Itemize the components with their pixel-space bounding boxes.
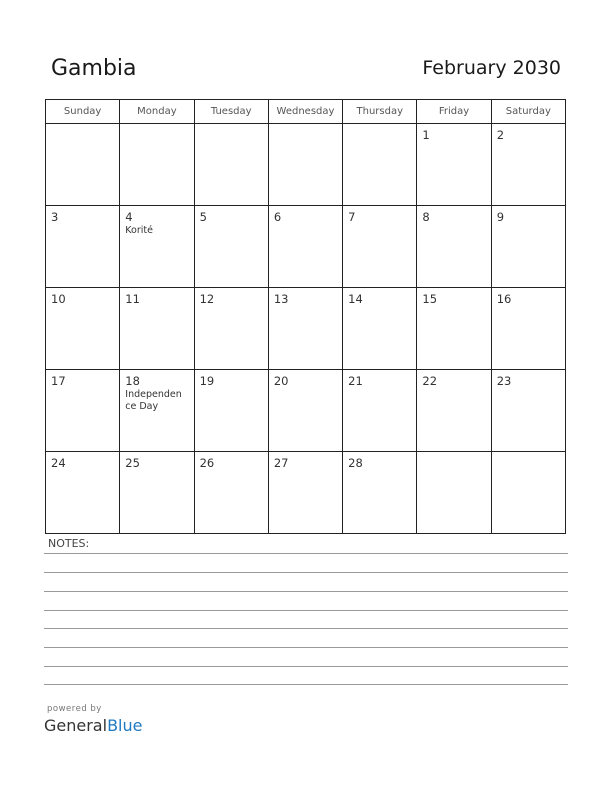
day-number: 23 xyxy=(496,374,512,388)
day-number: 12 xyxy=(199,292,215,306)
day-cell xyxy=(46,452,120,534)
day-cell xyxy=(268,452,342,534)
weekday-header: Sunday xyxy=(46,100,120,124)
day-cell xyxy=(343,370,417,452)
day-number: 3 xyxy=(51,210,59,224)
country-title: Gambia xyxy=(51,56,137,81)
day-cell xyxy=(343,452,417,534)
day-cell xyxy=(417,124,491,206)
day-cell xyxy=(194,370,268,452)
day-number: 8 xyxy=(422,210,430,224)
day-cell xyxy=(417,452,491,534)
day-cell xyxy=(268,124,342,206)
weekday-header: Thursday xyxy=(343,100,417,124)
day-number: 18 xyxy=(125,374,140,388)
day-cell xyxy=(343,288,417,370)
day-number: 6 xyxy=(273,210,282,224)
weekday-header: Monday xyxy=(120,100,194,124)
note-line xyxy=(44,591,568,592)
day-number: 25 xyxy=(125,456,140,470)
day-cell xyxy=(120,124,194,206)
week-row xyxy=(46,370,566,452)
day-number: 11 xyxy=(125,292,140,306)
day-number: 15 xyxy=(422,292,438,306)
month-title: February 2030 xyxy=(422,57,561,79)
day-number: 7 xyxy=(348,210,356,224)
holiday-label: Independen ce Day xyxy=(125,389,182,412)
day-cell xyxy=(491,206,565,288)
note-line xyxy=(44,647,568,648)
weekday-header: Friday xyxy=(417,100,491,124)
day-cell xyxy=(417,370,491,452)
day-cell xyxy=(46,370,120,452)
day-number: 2 xyxy=(496,128,505,142)
day-cell xyxy=(491,124,565,206)
week-row xyxy=(46,206,566,288)
day-cell xyxy=(491,288,565,370)
day-cell xyxy=(194,452,268,534)
week-row xyxy=(46,288,566,370)
notes-label: NOTES: xyxy=(48,537,90,550)
day-cell xyxy=(120,206,194,288)
day-cell xyxy=(194,288,268,370)
day-cell xyxy=(343,206,417,288)
week-row xyxy=(46,452,566,534)
note-line xyxy=(44,666,568,667)
weekday-header: Saturday xyxy=(491,100,565,124)
day-number: 13 xyxy=(273,292,289,306)
calendar-grid xyxy=(45,99,566,534)
day-cell xyxy=(120,370,194,452)
note-line xyxy=(44,628,568,629)
day-cell xyxy=(491,452,565,534)
day-number: 21 xyxy=(348,374,363,388)
day-number: 10 xyxy=(51,292,66,306)
note-line xyxy=(44,610,568,611)
day-cell xyxy=(268,206,342,288)
day-number: 20 xyxy=(273,374,289,388)
day-cell xyxy=(120,288,194,370)
day-cell xyxy=(268,288,342,370)
day-cell xyxy=(46,206,120,288)
brand-logo xyxy=(44,716,142,735)
day-number: 27 xyxy=(273,456,289,470)
day-cell xyxy=(194,124,268,206)
day-number: 19 xyxy=(199,374,215,388)
day-number: 5 xyxy=(199,210,207,224)
day-number: 16 xyxy=(496,292,512,306)
note-line xyxy=(44,684,568,685)
holiday-label: Korité xyxy=(125,225,153,236)
day-number: 28 xyxy=(348,456,363,470)
day-cell xyxy=(268,370,342,452)
day-cell xyxy=(120,452,194,534)
day-cell xyxy=(417,206,491,288)
day-cell xyxy=(491,370,565,452)
day-number: 17 xyxy=(51,374,66,388)
day-number: 26 xyxy=(199,456,215,470)
day-number: 14 xyxy=(348,292,363,306)
note-line xyxy=(44,572,568,573)
week-row xyxy=(46,124,566,206)
day-cell xyxy=(46,288,120,370)
note-line xyxy=(44,553,568,554)
day-cell xyxy=(343,124,417,206)
day-number: 1 xyxy=(422,128,430,142)
day-cell xyxy=(417,288,491,370)
weekday-header: Wednesday xyxy=(268,100,342,124)
day-cell xyxy=(194,206,268,288)
weekday-header: Tuesday xyxy=(194,100,268,124)
brand-logo-blue: Blue xyxy=(107,716,143,735)
day-number: 22 xyxy=(422,374,438,388)
day-number: 24 xyxy=(51,456,66,470)
weekday-header-row xyxy=(46,100,566,124)
powered-by-text: powered by xyxy=(47,704,102,714)
day-number: 9 xyxy=(496,210,505,224)
day-number: 4 xyxy=(125,210,133,224)
brand-logo-general: General xyxy=(44,716,108,735)
day-cell xyxy=(46,124,120,206)
